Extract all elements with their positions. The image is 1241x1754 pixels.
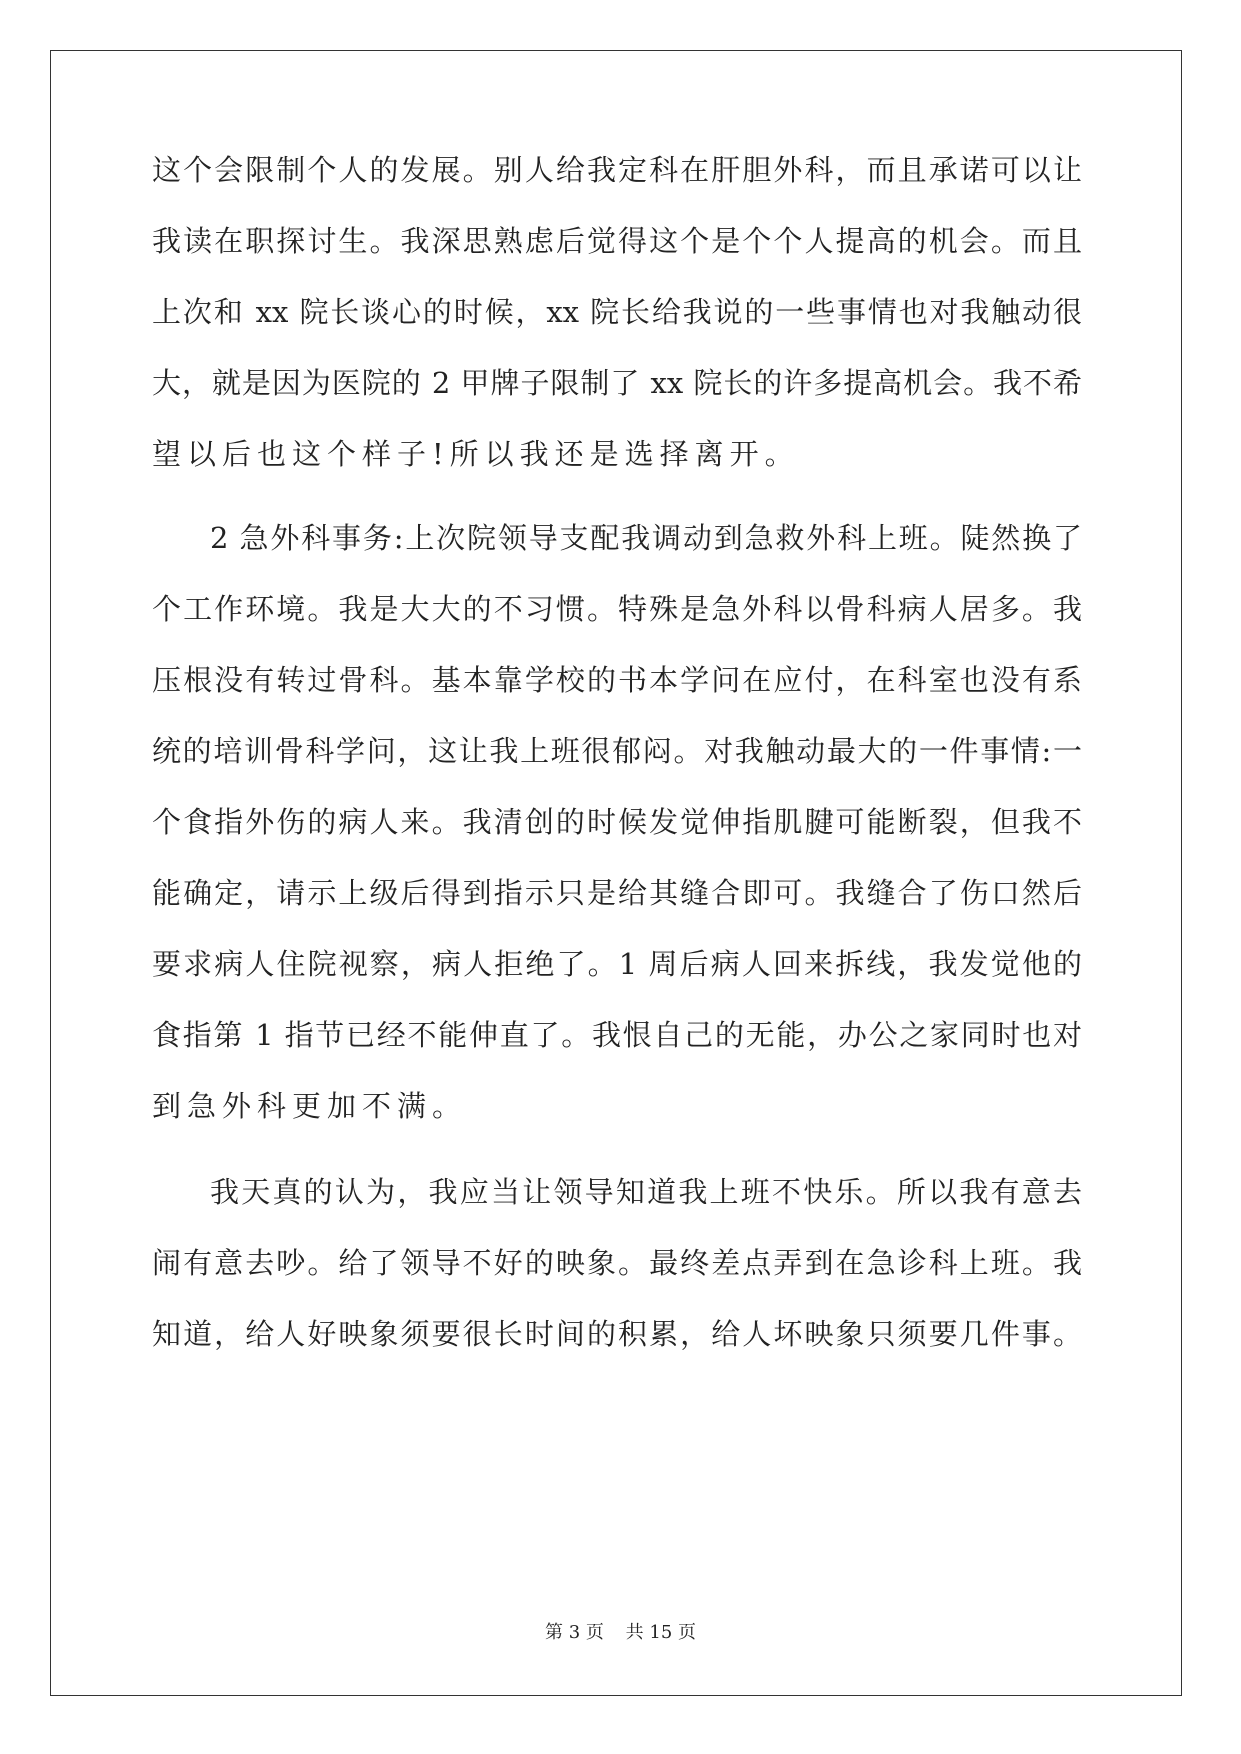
text-line: 个工作环境。我是大大的不习惯。特殊是急外科以骨科病人居多。我 xyxy=(152,592,1082,626)
text-line: 食指第 1 指节已经不能伸直了。我恨自己的无能，办公之家同时也对 xyxy=(152,1018,1082,1052)
text-line: 上次和 xx 院长谈心的时候，xx 院长给我说的一些事情也对我触动很 xyxy=(152,295,1082,329)
text-line: 到急外科更加不满。 xyxy=(152,1089,468,1123)
text-line: 压根没有转过骨科。基本靠学校的书本学问在应付，在科室也没有系 xyxy=(152,663,1082,697)
text-line: 统的培训骨科学问，这让我上班很郁闷。对我触动最大的一件事情:一 xyxy=(152,734,1082,768)
text-line: 这个会限制个人的发展。别人给我定科在肝胆外科，而且承诺可以让 xyxy=(152,153,1082,187)
text-line: 个食指外伤的病人来。我清创的时候发觉伸指肌腱可能断裂，但我不 xyxy=(152,805,1082,839)
page-footer xyxy=(0,1622,1241,1644)
text-line: 2 急外科事务:上次院领导支配我调动到急救外科上班。陡然换了 xyxy=(210,521,1082,555)
text-line: 闹有意去吵。给了领导不好的映象。最终差点弄到在急诊科上班。我 xyxy=(152,1246,1082,1280)
page-number: 第 3 页 xyxy=(545,1622,604,1643)
page-total: 共 15 页 xyxy=(625,1622,696,1643)
text-line: 知道，给人好映象须要很长时间的积累，给人坏映象只须要几件事。 xyxy=(152,1317,1082,1351)
text-line: 大，就是因为医院的 2 甲牌子限制了 xx 院长的许多提高机会。我不希 xyxy=(152,366,1082,400)
text-line: 我天真的认为，我应当让领导知道我上班不快乐。所以我有意去 xyxy=(210,1175,1082,1209)
text-line: 要求病人住院视察，病人拒绝了。1 周后病人回来拆线，我发觉他的 xyxy=(152,947,1082,981)
text-line: 能确定，请示上级后得到指示只是给其缝合即可。我缝合了伤口然后 xyxy=(152,876,1082,910)
text-line: 望以后也这个样子!所以我还是选择离开。 xyxy=(152,437,800,471)
text-line: 我读在职探讨生。我深思熟虑后觉得这个是个个人提高的机会。而且 xyxy=(152,224,1082,258)
